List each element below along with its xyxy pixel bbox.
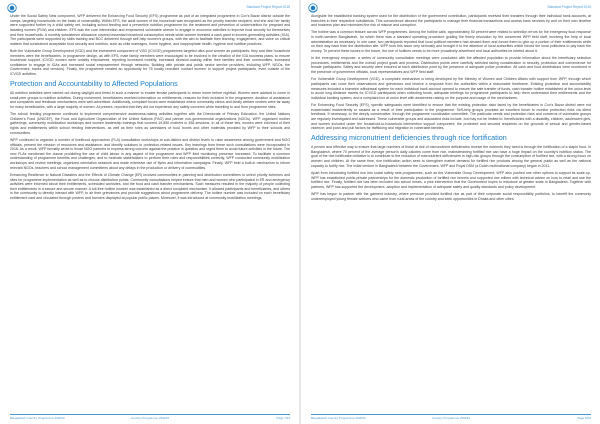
footer-project: Bangladesh Country Programme 200243	[311, 416, 366, 420]
paragraph: The hotline was a common feature across WFP programmes. Among the hotline calls, approximately 50 percent were related to selection errors for the emergency food response in north-western Bangladesh, for which there was a standard operating procedure guiding the timely resolution by the concerned WFP field staff, involving the help of local administration as necessary. In one case, two participants reported that local political members had abused them and forced them to give up a portion of their entitlements while on their way back from the distribution site. WFP took this issue very seriously and brought it to the attention of local authorities which forced the local politicians to pay back the money. To prevent these issues in the future, the use of hotlines needs to be more proactively advertised and local authorities be briefed about it.	[311, 30, 591, 53]
header-title: Standard Project Report 2015	[246, 5, 290, 9]
paragraph: Apart from introducing fortified rice into social safety nets programmes, such as the Vulnerable Group Development, WFP also pushed one other options to support its scale-up. WFP has established public-private partnerships for the domestic production of fortified rice kernels and supported rice millers with technical advice on how to retail and use the fortified rice. Finally, fortified rice has been included into school meals, a pilot intervention that the Government hopes to introduce at greater scale in Bangladesh. Together with partners, WFP has supported the development, adoption and implementation of adequate safety and quality standards and policy development.	[311, 170, 591, 189]
footer-page-number: Page 7/24	[276, 416, 290, 420]
section-heading: Protection and Accountability to Affected Populations	[10, 78, 178, 88]
page-left	[0, 0, 299, 424]
paragraph: Under the Social Safety Nets component, WFP delivered the Enhancing Food Security (EFS) programme as part of an integrated programme in Cox's Bazar district outside the camps, targeting households on the basis of vulnerability. Within EFS, the adult women of the household was recognized as the priority transfer recipient, and she and her family were supported further by a child safety net, including school feeding and a preventive nutrition programme for the treatment and prevention of undernutrition for pregnant and lactating women (PLW) and children. EFS was the core intervention and empowered vulnerable women to engage in economic activities to improve food security for themselves and their households. A monthly subsistence allowance covered essential household consumption needs while women invested a cash grant in income-generating activities (IGA). The participants were supported by skills training and BCC delivered through self-help women's groups, with the aim to facilitate their learning, engagement, and voice on critical matters that constrained acceptable food security and nutrition, such as child marriages, home hygiene, and inappropriate health, hygiene and nutrition practices.	[10, 14, 290, 46]
paragraph: In the emergency response, a series of community consultation meetings were conducted with the affected population to provide information about the beneficiary selection procedures, entitlements and the overall project goals and process. Distribution points were carefully selected taking consideration to security, protection and convenience for female participants. Safety and security were ensured at each distribution point by the presence of adequate police protection. All cash and food distributions were monitored in the presence of government officials, local representatives and WFP field staff.	[311, 56, 591, 75]
paragraph: Both the Vulnerable Group Development (VGD) and the investment component of VGD (ICVGD) programmes targeted ultra-poor women as participants; they and their household members were the beneficiaries. In programme design, as with EFS, male family members were encouraged to be involved in the creation of the IGA business plans, to ensure household support. ICVGD women were notably empowered, reporting increased mobility, increased decision-making within their families and their communities, increased confidence to engage in IGAs and increased social empowerment through networks. Building with private and public sector service providers, including WFP, NGOs, the Government, banks and vendors). Finally, the programme created an opportunity for 75 locally recruited 'contact women' to support project participants, even outside of the ICVGD activities.	[10, 48, 290, 77]
section-heading: Addressing micronutrient deficiencies through rice fortification	[311, 132, 507, 142]
paragraph: The school feeding programme continued to implement comprehensive awareness-raising activities together with the Directorate of Primary Education, the United Nations Children's Fund (UNICEF), the Food and Agriculture Organization of the United Nations (FAO) and partner non-governmental organizations (NGOs). WFP organized mother gatherings, community mobilization workshops and women leadership trainings that covered 19,850 mothers in 458 sessions. In all of these ties, women were informed of their rights and entitlements within school feeding interventions, as well as their roles as caretakers of food, boxes and other materials provided by WFP to their schools and communities.	[10, 112, 290, 135]
footer-rule	[311, 414, 591, 415]
page-content	[10, 14, 290, 203]
paragraph: For Enhancing Food Security (EFS), specific safeguards were identified to ensure that the existing protection risks faced by the beneficiaries in Cox's Bazar district were not exacerbated inadvertently or caused as a result of their participation in the programme. Self-help groups provided an excellent forum to monitor protection risks via direct feedback. If necessary, to the deeply conservative, through the programme coordination committee. The particular needs and protection risks and concerns of vulnerable groups are regularly investigated and addressed. These vulnerable groups and associated risks include, but may not be limited to: beneficiaries with a disability, children, adolescent girls, and women included under the household-to-household intervention support component; the protected and secured recipients on the grounds of sexual and gender-based violence; and push and pull factors for trafficking and migration in vulnerable families.	[311, 103, 591, 131]
footer-rule	[10, 414, 290, 415]
wfp-emblem-icon	[308, 3, 318, 13]
paragraph: Alongside the established banking system used for the distribution of the government contribution, participants received their transfers through their individual bank accounts, at branches in their respective subdistricts. This convenience allowed the participants to manage their financial transactions and access bank services by and on their own timeline and business plan and minimized the risk of misuse and corruption.	[311, 14, 591, 28]
paragraph: Enhancing Resilience to Natural Disasters and the Effects of Climate Change (ER) involved communities in planning and distribution committees to select priority schemes and sites for programme implementation as well as to choose distribution points. Community consultations helped ensure that men and women who participated in ER and emergency activities were informed about their entitlements, scheduled worksites, and the food and cash transfer mechanisms. Such measures resulted in the majority of people collecting their entitlements in a secure and secure manner. A toll-free hotline number was established as a direct complaint mechanism. It allowed participants and beneficiaries, and others in the community to directly interact with WFP, to air their grievances and provide suggestions about programme delivery. The hotline number was included on each beneficiary entitlement card and circulated through posters and banners displayed at popular public places. Moreover, it was introduced at community mobilization meetings.	[10, 172, 290, 201]
footer-project: Bangladesh Country Programme 200243	[10, 416, 65, 420]
paragraph: WFP has begun to partner with the garment industry, where pressure provided fortified rice as part of their corporate social responsibility portfolios, to benefit the commonly underemployed young female workers who came from rural areas of the country and seek opportunities in Dhaka and other cities.	[311, 191, 591, 201]
header-title: Standard Project Report 2015	[547, 5, 591, 9]
paragraph: All nutrition activities were carried out during daylight and timed in such a manner to enable female participants to return home before nightfall. Women were advised to come in small peer groups to nutrition activities. During movement, beneficiaries received information on entitlements, reasons for their inclusion in the programme, duration of assistance and complaints and feedback mechanisms were well-advertised. Additionally, complaint boxes were established where community clinics and family welfare centres were far away for many beneficiaries, with a large majority of women. At present, reported that they did not experience any safety concerns while travelling to and from programme sites.	[10, 91, 290, 109]
paragraph: A proven and effective way to ensure that large numbers of those at risk of micronutrient deficiencies receive the nutrients they need is through the fortification of a staple food. In Bangladesh, where 70 percent of the average person's daily calories come from rice, mainstreaming fortified rice can have a huge impact on the country's nutrition status. The goal of the rice fortification initiative is to contribute to the reduction of micronutrient deficiencies in high-risk groups through the consumption of fortified rice, with a strong focus on women and children. At the same time, rice fortification action seek to strengthen market demand for fortified rice products among the general public as well as the national capacity to fortify rice. The initial venture in Bangladesh between the Government, WFP and Royal DSM (a Dutch multinational company) began in 2011.	[311, 145, 591, 168]
footer-programme: Country Programme 200243	[432, 416, 470, 420]
footer-programme: Country Programme 200243	[131, 416, 169, 420]
wfp-emblem-icon	[7, 3, 17, 13]
paragraph: For Vulnerable Group Development (VGD), a complaint mechanism is being developed by the Ministry of Women and Children Affairs with support from WFP, through which participants can voice their observations and grievances and receive a response from the authorities within a reasonable timeframe. Existing protection and accountability measures included a biometric withdrawal system for each individual bank account opened to ensure the safe transfer of funds, cash transfer hotline established at the union level to avoid long distance travels for ICVGD participants when collecting funds, adequate briefings for programme participants to help them understand their entitlements and the individual banking system, and a complaint box at union level with awareness raising on the purpose and usage of the mechanisms.	[311, 77, 591, 100]
paragraph: WFP continued to organize a number of livelihood approaches (FLA) consultation workshops at sub-district and district levels to raise awareness among government and NGO officials, present the mission of resources and assistance, and identify solutions to protection-related issues. Key learnings from these such consultations were incorporated in 2016. As a result, WFP formally wrote to those NGO partners to express strong concern against the practice in question and urged them to avoid future activities in the future. The new FLAs mentioned the clause prohibiting the use of child labour in any aspect of the programme and WFP field monitoring presence increased. To facilitate a common understanding of programme benefits and challenges, and to motivate stakeholders to perform their roles and responsibilities correctly, WFP conducted community mobilization workshops and review meetings, organized orientation sessions and made extensive use of flyers and information campaigns. Finally, WFP held a built-in mechanism to inform relevant NGOs, teachers and school management committees about any delays in the production or delivery of commodities.	[10, 137, 290, 170]
page-footer	[10, 414, 290, 422]
page-right	[301, 0, 600, 424]
page-footer	[311, 414, 591, 422]
footer-page-number: Page 8/24	[577, 416, 591, 420]
page-content	[311, 14, 591, 204]
